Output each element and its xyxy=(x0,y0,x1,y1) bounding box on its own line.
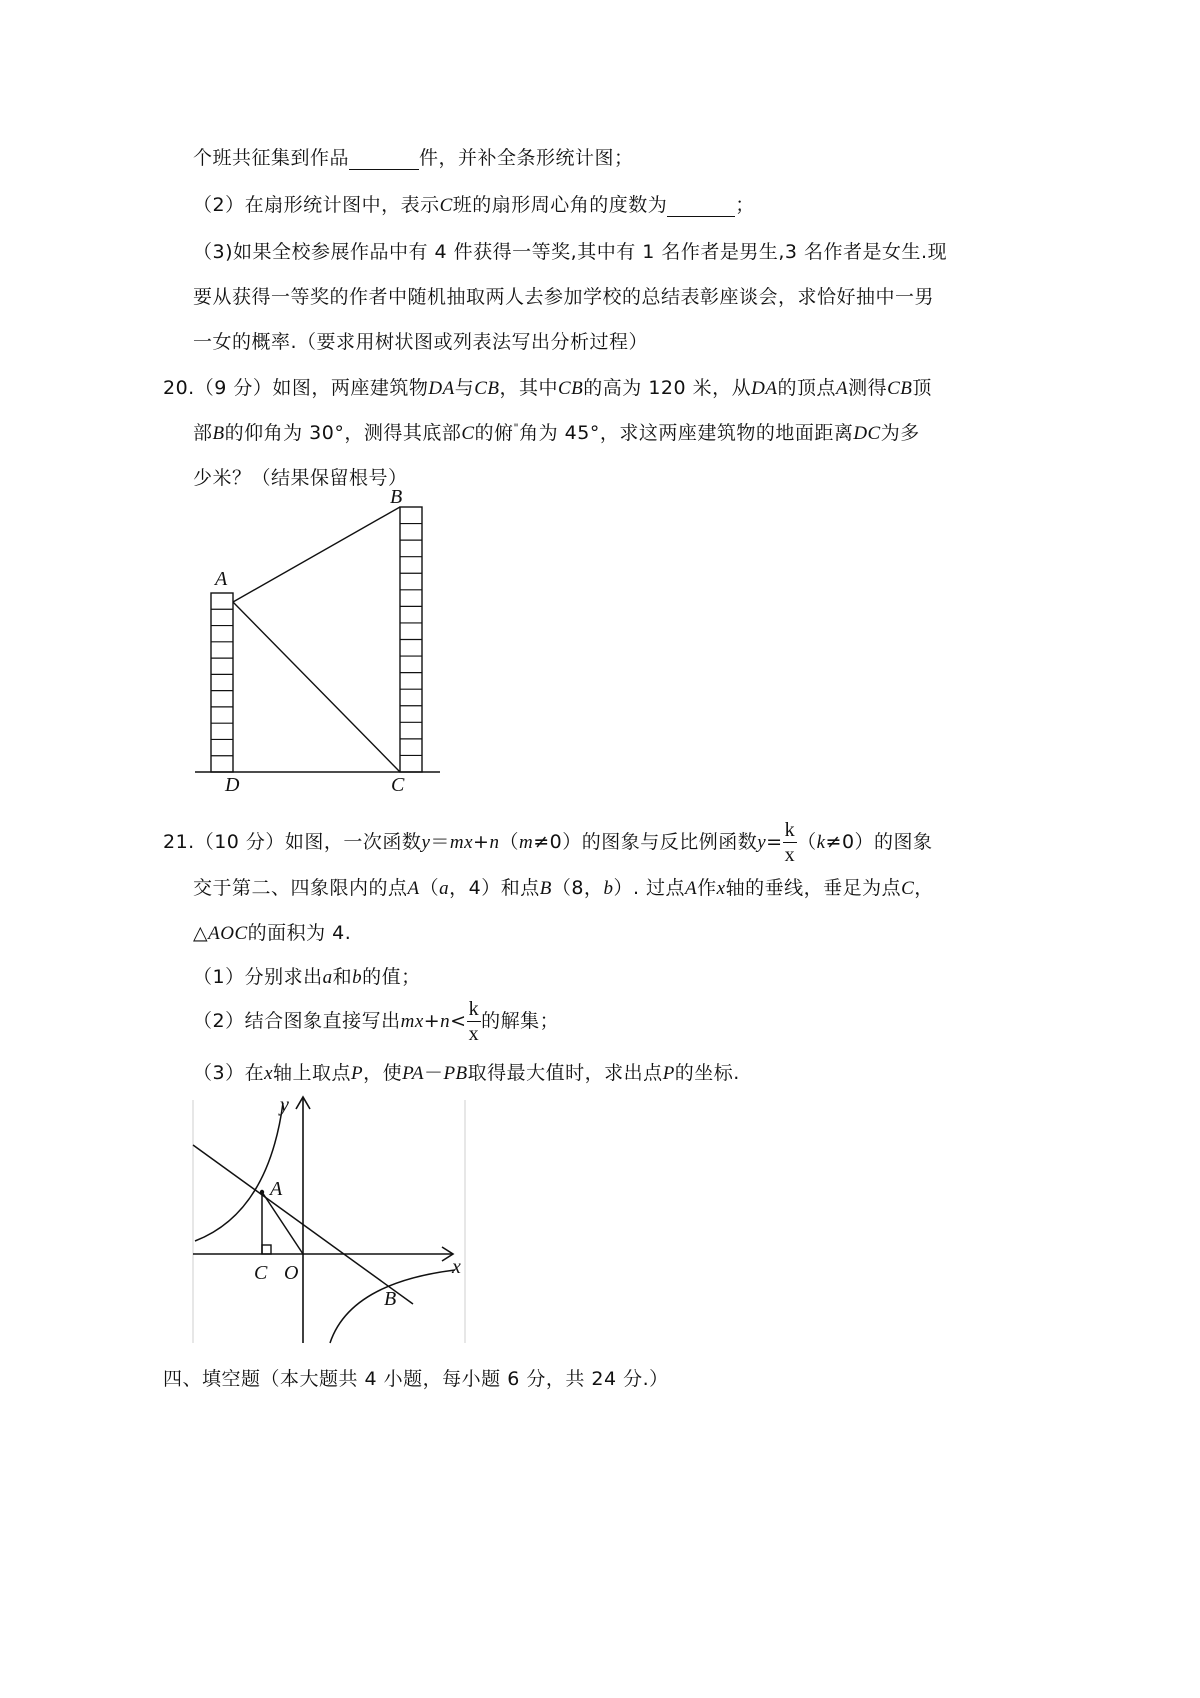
x-axis xyxy=(193,1247,453,1261)
q20-text: ，其中 xyxy=(499,377,558,399)
var-b: b xyxy=(352,967,363,988)
q21-text: ，4）和点 xyxy=(449,877,540,899)
label-A: A xyxy=(215,568,228,590)
q19-p2-text-a: （2）在扇形统计图中，表示 xyxy=(193,194,440,216)
q20-line2 xyxy=(193,418,920,445)
q19-part3-line1: （3)如果全校参展作品中有 4 件获得一等奖,其中有 1 名作者是男生,3 名作者是女生.现 xyxy=(193,241,948,263)
var-CB: CB xyxy=(558,378,584,399)
q20-text: 为多 xyxy=(880,422,920,444)
q21-text: 和 xyxy=(332,966,353,988)
q21-text: 的坐标. xyxy=(674,1062,740,1084)
q21-text: ≠0）的图象 xyxy=(825,831,933,853)
q21-text: （2）结合图象直接写出 xyxy=(193,1010,401,1032)
fraction-numerator: k xyxy=(784,819,796,841)
q19-line1-text-a: 个班共征集到作品 xyxy=(193,147,350,169)
q21-text: + xyxy=(473,831,490,853)
q19-part3-line2: 要从获得一等奖的作者中随机抽取两人去参加学校的总结表彰座谈会，求恰好抽中一男 xyxy=(193,286,935,308)
q20-number: 20.（9 分）如图，两座建筑物 xyxy=(163,377,429,399)
right-angle-marker xyxy=(262,1245,271,1254)
q21-text: 取得最大值时，求出点 xyxy=(467,1062,663,1084)
var-CB: CB xyxy=(474,378,500,399)
q21-text: 轴的垂线，垂足为点 xyxy=(725,877,902,899)
q21-text: 的值； xyxy=(362,966,421,988)
point-A xyxy=(260,1190,264,1194)
label-B: B xyxy=(390,486,403,508)
q21-text: ，使 xyxy=(363,1062,403,1084)
var-a: a xyxy=(322,967,333,988)
q20-text: 的俯 xyxy=(474,422,514,444)
var-k: k xyxy=(816,832,826,853)
var-A: A xyxy=(407,878,420,899)
var-C: C xyxy=(439,195,453,216)
label-B: B xyxy=(384,1288,397,1310)
var-n: n xyxy=(440,1011,451,1032)
q21-number: 21.（10 分）如图，一次函数 xyxy=(163,831,422,853)
var-y: y xyxy=(757,832,767,853)
q20-line1 xyxy=(163,373,932,400)
q21-part3 xyxy=(193,1058,740,1085)
var-n: n xyxy=(489,832,500,853)
q20-mark: " xyxy=(513,421,520,435)
var-PB: PB xyxy=(443,1063,468,1084)
label-y: y xyxy=(280,1094,289,1116)
sight-line-AB xyxy=(233,507,400,602)
var-PA: PA xyxy=(402,1063,424,1084)
var-B: B xyxy=(539,878,552,899)
fraction-denominator: x xyxy=(468,1023,480,1045)
fraction-denominator: x xyxy=(784,844,796,866)
q21-text: 的解集； xyxy=(481,1010,560,1032)
q21-line2 xyxy=(193,873,934,900)
fraction-k-over-x xyxy=(783,820,798,865)
q21-text: （ xyxy=(419,877,440,899)
q19-part2 xyxy=(193,190,755,217)
fraction-k-over-x xyxy=(467,999,482,1044)
q21-text: ）. 过点 xyxy=(613,877,686,899)
q21-text: = xyxy=(766,831,783,853)
q20-line3: 少米？（结果保留根号） xyxy=(193,467,408,489)
label-D: D xyxy=(225,774,240,796)
q20-text: 顶 xyxy=(912,377,932,399)
section-4-heading: 四、填空题（本大题共 4 小题，每小题 6 分，共 24 分.） xyxy=(163,1368,669,1390)
var-DA: DA xyxy=(428,378,455,399)
q21-text: + xyxy=(423,1010,441,1032)
triangle-symbol: △ xyxy=(193,922,209,944)
q21-text: ≠0）的图象与反比例函数 xyxy=(533,831,758,853)
q21-text: （ xyxy=(499,831,519,853)
q21-part1 xyxy=(193,962,421,989)
building-CB xyxy=(400,507,422,772)
var-C: C xyxy=(461,423,475,444)
var-DC: DC xyxy=(853,423,881,444)
fraction-numerator: k xyxy=(468,998,480,1020)
var-A: A xyxy=(685,878,698,899)
q20-text: 的顶点 xyxy=(777,377,836,399)
buildings-figure xyxy=(190,485,450,800)
q20-text: 的仰角为 30°，测得其底部 xyxy=(224,422,462,444)
var-B: B xyxy=(212,423,225,444)
var-DA: DA xyxy=(751,378,778,399)
q20-text: 测得 xyxy=(848,377,888,399)
answer-blank xyxy=(349,147,419,170)
q19-part3-line3: 一女的概率.（要求用树状图或列表法写出分析过程） xyxy=(193,331,649,353)
var-x: x xyxy=(716,878,726,899)
var-P: P xyxy=(351,1063,364,1084)
var-A: A xyxy=(835,378,849,399)
hyperbola-branch-2nd-quadrant xyxy=(195,1103,283,1241)
building-DA xyxy=(211,593,233,772)
label-A: A xyxy=(270,1178,283,1200)
q19-line1-text-b: 件，并补全条形统计图； xyxy=(419,147,634,169)
q20-text: 与 xyxy=(454,377,475,399)
q21-text: 交于第二、四象限内的点 xyxy=(193,877,408,899)
q21-text: （8， xyxy=(551,877,604,899)
q21-text: ＝ xyxy=(430,831,450,853)
label-O: O xyxy=(284,1262,299,1284)
q19-p2-text-c: ； xyxy=(735,194,755,216)
var-m: m xyxy=(518,832,534,853)
q21-text: 的面积为 4. xyxy=(247,922,352,944)
q21-text: （3）在 xyxy=(193,1062,265,1084)
var-b: b xyxy=(603,878,614,899)
q21-text: （1）分别求出 xyxy=(193,966,323,988)
var-mx: mx xyxy=(400,1011,424,1032)
q21-text: 作 xyxy=(697,877,717,899)
var-AOC: AOC xyxy=(208,923,248,944)
q19-line1 xyxy=(193,143,634,170)
var-C: C xyxy=(901,878,915,899)
var-y: y xyxy=(421,832,431,853)
q20-text: 部 xyxy=(193,422,213,444)
sight-line-AC xyxy=(233,602,400,772)
y-axis xyxy=(296,1097,310,1343)
q21-text: （ xyxy=(797,831,817,853)
label-C: C xyxy=(391,774,405,796)
q21-part2 xyxy=(193,997,559,1045)
var-P: P xyxy=(662,1063,675,1084)
answer-blank xyxy=(667,194,735,217)
q21-text: < xyxy=(450,1010,467,1032)
q20-text: 的高为 120 米，从 xyxy=(583,377,752,399)
label-C: C xyxy=(254,1262,268,1284)
var-mx: mx xyxy=(449,832,474,853)
q21-line3 xyxy=(193,918,351,945)
q21-text: 轴上取点 xyxy=(273,1062,352,1084)
label-x: x xyxy=(452,1256,461,1278)
q20-text: 角为 45°，求这两座建筑物的地面距离 xyxy=(519,422,854,444)
q21-text: ， xyxy=(914,877,934,899)
var-x: x xyxy=(264,1063,274,1084)
q21-line1 xyxy=(163,819,933,866)
q21-text: － xyxy=(423,1062,444,1084)
var-CB: CB xyxy=(887,378,913,399)
var-a: a xyxy=(439,878,450,899)
coordinate-figure xyxy=(190,1093,475,1353)
q19-p2-text-b: 班的扇形周心角的度数为 xyxy=(452,194,668,216)
